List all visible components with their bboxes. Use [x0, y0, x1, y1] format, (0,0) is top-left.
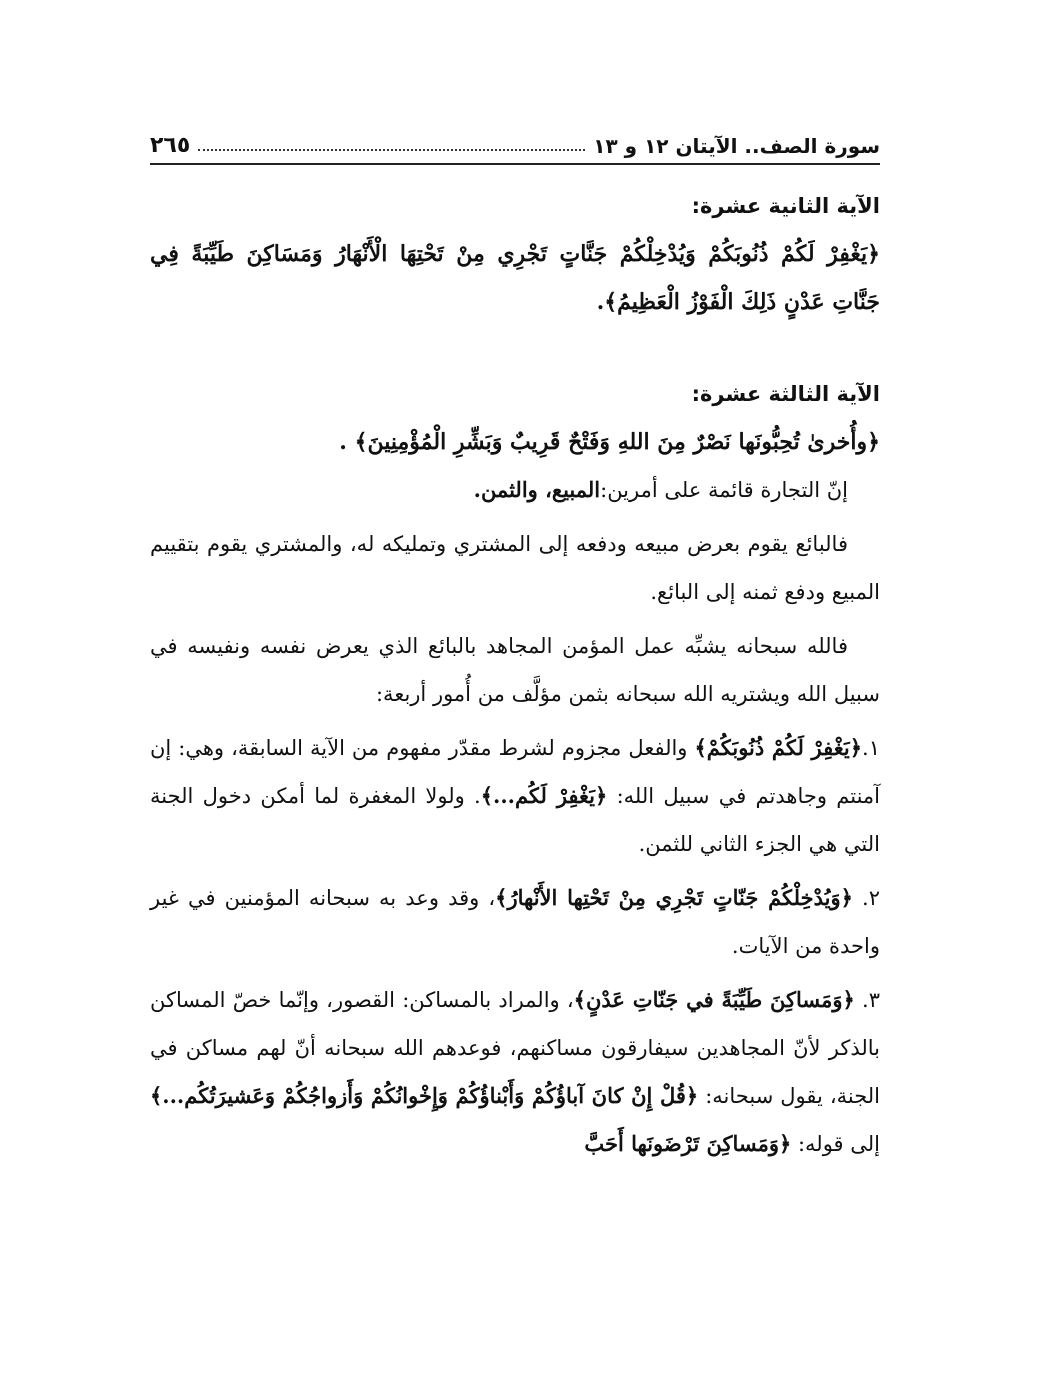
page-number: ٢٦٥	[150, 133, 191, 158]
running-title: سورة الصف.. الآيتان ١٢ و ١٣	[593, 134, 880, 158]
verse-12-text: ﴿يَغْفِرْ لَكُمْ ذُنُوبَكُمْ وَيُدْخِلْكُمْ جَنَّاتٍ تَجْرِي مِنْ تَحْتِهَا الْأَنْهَارُ وَمَسَاكِنَ طَيِّبَةً فِي جَنَّاتِ عَدْنٍ ذَلِكَ الْفَوْزُ الْعَظِيمُ﴾.	[150, 241, 880, 315]
list-item-1-quote-2: ﴿يَغْفِرْ لَكُم...﴾	[480, 783, 608, 808]
paragraph-trade	[150, 466, 880, 514]
verse-13-text: ﴿وأُخرىٰ تُحِبُّونَها نَصْرٌ مِنَ اللهِ وَفَتْحٌ قَرِيبٌ وَبَشِّرِ الْمُؤْمِنِينَ﴾ .	[339, 429, 880, 455]
list-item-3-text-2: إلى قوله:	[791, 1132, 880, 1156]
list-item-1-number: ١.	[862, 736, 880, 760]
list-item-3-quote-3: ﴿وَمَساكِنَ تَرْضَونَها أَحَبَّ	[584, 1131, 792, 1156]
list-item-2-number: ٢.	[862, 886, 880, 910]
running-header	[150, 118, 880, 158]
list-item-3-number: ٣.	[862, 988, 880, 1012]
list-item-3-quote: ﴿وَمَساكِنَ طَيِّبَةً في جَنّاتِ عَدْنٍ﴾	[573, 987, 855, 1012]
spacer	[150, 326, 880, 370]
list-item-3	[150, 976, 880, 1168]
leader-dots	[198, 149, 585, 151]
page-body	[150, 182, 880, 1168]
list-item-1-text: والفعل مجزوم لشرط مقدّر مفهوم من الآية السابقة، وهي: إن آمنتم وجاهدتم في سبيل الله:	[150, 736, 880, 808]
paragraph-trade-text: إنّ التجارة قائمة على أمرين:	[600, 478, 848, 502]
list-item-2	[150, 874, 880, 970]
list-item-3-text: ، والمراد بالمساكن: القصور، وإنّما خصّ المساكن بالذكر لأنّ المجاهدين سيفارقون مساكنهم، فوعدهم الله سبحانه أنّ لهم مساكن في الجنة، يقول سبحانه:	[150, 988, 880, 1108]
paragraph-trade-bold: المبيع، والثمن.	[473, 477, 601, 502]
list-item-2-text: ، وقد وعد به سبحانه المؤمنين في غير واحدة من الآيات.	[150, 886, 880, 958]
verse-13-heading: الآية الثالثة عشرة:	[691, 382, 880, 406]
paragraph-seller: فالبائع يقوم بعرض مبيعه ودفعه إلى المشتري وتمليكه له، والمشتري يقوم بتقييم المبيع ودفع ثمنه إلى البائع.	[150, 532, 880, 604]
list-item-1-text-2: . ولولا المغفرة لما أمكن دخول الجنة التي هي الجزء الثاني للثمن.	[150, 784, 880, 856]
list-item-1	[150, 724, 880, 868]
verse-12-heading: الآية الثانية عشرة:	[691, 194, 880, 218]
list-item-3-quote-2: ﴿قُلْ إِنْ كانَ آباؤُكُمْ وَأَبْناؤُكُمْ وَإِخْوانُكُمْ وَأَزواجُكُمْ وَعَشيرَتُكُم...﴾	[150, 1083, 699, 1108]
list-item-2-quote: ﴿وَيُدْخِلْكُمْ جَنّاتٍ تَجْرِي مِنْ تَحْتِها الأَنْهارُ﴾	[495, 885, 853, 910]
paragraph-analogy: فالله سبحانه يشبِّه عمل المؤمن المجاهد بالبائع الذي يعرض نفسه ونفيسه في سبيل الله ويشتريه الله سبحانه بثمن مؤلَّف من أُمور أربعة:	[150, 634, 880, 706]
list-item-1-quote: ﴿يَغْفِرْ لَكُمْ ذُنُوبَكُمْ﴾	[694, 735, 863, 760]
header-rule	[150, 163, 880, 165]
